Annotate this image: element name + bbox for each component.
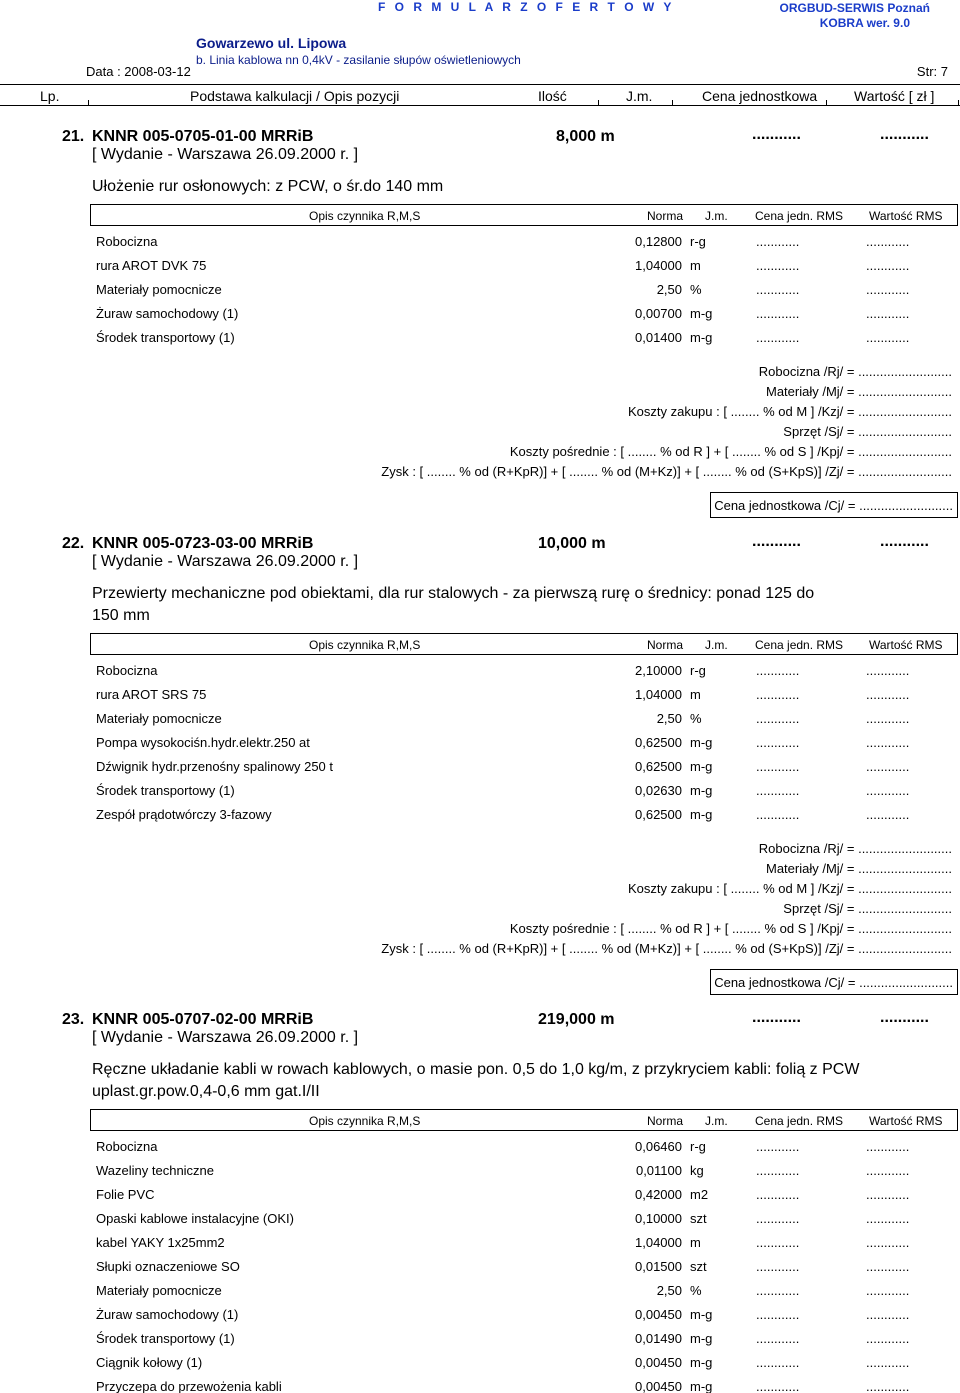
resource-norm: 0,01500 — [635, 1259, 682, 1274]
resource-price-dots: ............ — [756, 1139, 800, 1154]
resource-name: Ciągnik kołowy (1) — [96, 1355, 203, 1370]
col-unit: J.m. — [626, 88, 653, 104]
resource-price-dots: ............ — [756, 306, 800, 321]
resource-unit: r-g — [690, 663, 706, 678]
position-unit-price-dots: ........... — [752, 126, 801, 143]
resource-norm: 0,01400 — [635, 330, 682, 345]
resource-row — [0, 1209, 960, 1229]
resource-name: Folie PVC — [96, 1187, 155, 1202]
column-header-bar — [0, 84, 960, 106]
resource-header-price: Cena jedn. RMS — [755, 638, 844, 652]
resource-norm: 0,12800 — [635, 234, 682, 249]
resource-name: Pompa wysokociśn.hydr.elektr.250 at — [96, 735, 310, 750]
resource-price-dots: ............ — [756, 711, 800, 726]
resource-norm: 2,50 — [656, 711, 682, 726]
col-value: Wartość [ zł ] — [854, 88, 935, 104]
resource-header-factor: Opis czynnika R,M,S — [309, 209, 421, 223]
position-unit-price-dots: ........... — [752, 1009, 801, 1026]
resource-value-dots: ............ — [866, 282, 910, 297]
resource-table-header — [90, 633, 958, 655]
position-code: KNNR 005-0707-02-00 MRRiB — [92, 1011, 314, 1028]
resource-unit: m-g — [690, 1307, 713, 1322]
resource-norm: 0,01100 — [635, 1163, 682, 1178]
resource-value-dots: ............ — [866, 1235, 910, 1250]
resource-row — [0, 781, 960, 801]
unit-price-total: Cena jednostkowa /Cj/ = .......................... — [710, 492, 958, 518]
resource-value-dots: ............ — [866, 1139, 910, 1154]
summary-line: Koszty zakupu : [ ........ % od M ] /Kzj/ = .......................... — [627, 881, 952, 896]
resource-header-value: Wartość RMS — [869, 209, 943, 223]
resource-norm: 0,06460 — [635, 1139, 682, 1154]
resource-norm: 2,10000 — [635, 663, 682, 678]
resource-value-dots: ............ — [866, 234, 910, 249]
resource-table-header — [90, 204, 958, 226]
resource-value-dots: ............ — [866, 807, 910, 822]
resource-row — [0, 1377, 960, 1393]
resource-value-dots: ............ — [866, 1259, 910, 1274]
resource-norm: 0,00700 — [635, 306, 682, 321]
resource-unit: m-g — [690, 783, 713, 798]
resource-header-factor: Opis czynnika R,M,S — [309, 638, 421, 652]
position-number: 23. — [62, 1011, 85, 1028]
resource-name: rura AROT DVK 75 — [96, 258, 207, 273]
resource-name: Przyczepa do przewożenia kabli — [96, 1379, 282, 1393]
resource-row — [0, 232, 960, 252]
resource-header-norm: Norma — [647, 638, 684, 652]
position-description-line2: uplast.gr.pow.0,4-0,6 mm gat.I/II — [92, 1083, 320, 1100]
summary-line: Robocizna /Rj/ = .......................... — [758, 841, 952, 856]
resource-unit: kg — [690, 1163, 704, 1178]
resource-unit: m-g — [690, 735, 713, 750]
position-number: 22. — [62, 535, 85, 552]
unit-price-total: Cena jednostkowa /Cj/ = .......................... — [710, 969, 958, 995]
resource-norm: 0,62500 — [635, 735, 682, 750]
resource-value-dots: ............ — [866, 1163, 910, 1178]
resource-row — [0, 1281, 960, 1301]
resource-value-dots: ............ — [866, 663, 910, 678]
resource-unit: m-g — [690, 1379, 713, 1393]
resource-price-dots: ............ — [756, 807, 800, 822]
resource-price-dots: ............ — [756, 258, 800, 273]
resource-value-dots: ............ — [866, 783, 910, 798]
resource-price-dots: ............ — [756, 1187, 800, 1202]
resource-price-dots: ............ — [756, 330, 800, 345]
position-code: KNNR 005-0705-01-00 MRRiB — [92, 128, 314, 145]
summary-line: Zysk : [ ........ % od (R+KpR)] + [ ........ % od (M+Kz)] + [ ........ % od (S+KpS)] /Zj/ = .......................... — [381, 941, 952, 956]
resource-price-dots: ............ — [756, 687, 800, 702]
resource-value-dots: ............ — [866, 711, 910, 726]
resource-value-dots: ............ — [866, 1331, 910, 1346]
resource-norm: 2,50 — [656, 282, 682, 297]
summary-line: Koszty zakupu : [ ........ % od M ] /Kzj/ = .......................... — [627, 404, 952, 419]
resource-norm: 0,00450 — [635, 1307, 682, 1322]
resource-name: Środek transportowy (1) — [96, 1331, 235, 1346]
resource-name: Materiały pomocnicze — [96, 282, 222, 297]
resource-unit: % — [690, 711, 702, 726]
resource-price-dots: ............ — [756, 759, 800, 774]
subproject-name: b. Linia kablowa nn 0,4kV - zasilanie słupów oświetleniowych — [196, 53, 521, 67]
resource-name: kabel YAKY 1x25mm2 — [96, 1235, 225, 1250]
resource-name: Robocizna — [96, 663, 158, 678]
resource-value-dots: ............ — [866, 1283, 910, 1298]
resource-norm: 2,50 — [656, 1283, 682, 1298]
resource-row — [0, 1233, 960, 1253]
position-value-dots: ........... — [880, 1009, 929, 1026]
page-number: Str: 7 — [916, 64, 948, 79]
position-description: Przewierty mechaniczne pod obiektami, dla rur stalowych - za pierwszą rurę o średnicy: ponad 125 do — [92, 585, 815, 602]
position-edition: [ Wydanie - Warszawa 26.09.2000 r. ] — [92, 553, 359, 570]
summary-line: Materiały /Mj/ = .......................... — [765, 384, 952, 399]
col-qty: Ilość — [538, 88, 567, 104]
col-unit-price: Cena jednostkowa — [702, 88, 818, 104]
resource-name: Materiały pomocnicze — [96, 711, 222, 726]
resource-name: Robocizna — [96, 1139, 158, 1154]
resource-row — [0, 1305, 960, 1325]
col-lp: Lp. — [40, 88, 60, 104]
resource-header-norm: Norma — [647, 209, 684, 223]
resource-value-dots: ............ — [866, 306, 910, 321]
resource-row — [0, 280, 960, 300]
resource-unit: m2 — [690, 1187, 709, 1202]
resource-norm: 0,62500 — [635, 807, 682, 822]
resource-norm: 0,62500 — [635, 759, 682, 774]
position-description: Ułożenie rur osłonowych: z PCW, o śr.do 140 mm — [92, 178, 444, 195]
resource-unit: szt — [690, 1211, 707, 1226]
resource-unit: % — [690, 1283, 702, 1298]
resource-name: Wazeliny techniczne — [96, 1163, 215, 1178]
resource-row — [0, 661, 960, 681]
resource-value-dots: ............ — [866, 687, 910, 702]
resource-price-dots: ............ — [756, 1283, 800, 1298]
resource-unit: m-g — [690, 330, 713, 345]
summary-line: Koszty pośrednie : [ ........ % od R ] + [ ........ % od S ] /Kpj/ = .......................... — [509, 921, 952, 936]
resource-row — [0, 328, 960, 348]
resource-row — [0, 1137, 960, 1157]
resource-price-dots: ............ — [756, 282, 800, 297]
resource-unit: m-g — [690, 1331, 713, 1346]
resource-row — [0, 685, 960, 705]
position-unit-price-dots: ........... — [752, 533, 801, 550]
resource-value-dots: ............ — [866, 759, 910, 774]
resource-unit: m-g — [690, 759, 713, 774]
position-description: Ręczne układanie kabli w rowach kablowych, o masie pon. 0,5 do 1,0 kg/m, z przykryciem kabli: folią z PCW — [92, 1061, 860, 1078]
position-quantity: 219,000 m — [538, 1011, 615, 1028]
resource-name: rura AROT SRS 75 — [96, 687, 207, 702]
position-value-dots: ........... — [880, 533, 929, 550]
resource-table-header — [90, 1109, 958, 1131]
resource-value-dots: ............ — [866, 1211, 910, 1226]
resource-norm: 1,04000 — [635, 1235, 682, 1250]
project-name: Gowarzewo ul. Lipowa — [196, 35, 347, 51]
company-name: ORGBUD-SERWIS Poznań — [779, 1, 930, 15]
resource-row — [0, 1161, 960, 1181]
resource-unit: szt — [690, 1259, 707, 1274]
resource-row — [0, 304, 960, 324]
resource-price-dots: ............ — [756, 1163, 800, 1178]
resource-unit: m — [690, 1235, 701, 1250]
col-basis: Podstawa kalkulacji / Opis pozycji — [190, 88, 400, 104]
resource-header-norm: Norma — [647, 1114, 684, 1128]
resource-value-dots: ............ — [866, 1187, 910, 1202]
resource-norm: 0,42000 — [635, 1187, 682, 1202]
resource-norm: 0,10000 — [635, 1211, 682, 1226]
position-number: 21. — [62, 128, 85, 145]
summary-line: Sprzęt /Sj/ = .......................... — [783, 424, 952, 439]
resource-unit: m-g — [690, 807, 713, 822]
resource-value-dots: ............ — [866, 1355, 910, 1370]
resource-norm: 0,02630 — [635, 783, 682, 798]
summary-line: Koszty pośrednie : [ ........ % od R ] + [ ........ % od S ] /Kpj/ = .......................... — [509, 444, 952, 459]
summary-line: Zysk : [ ........ % od (R+KpR)] + [ ........ % od (M+Kz)] + [ ........ % od (S+KpS)] /Zj/ = .......................... — [381, 464, 952, 479]
resource-name: Słupki oznaczeniowe SO — [96, 1259, 240, 1274]
resource-header-unit: J.m. — [705, 638, 728, 652]
resource-row — [0, 256, 960, 276]
resource-unit: m-g — [690, 306, 713, 321]
resource-value-dots: ............ — [866, 735, 910, 750]
resource-price-dots: ............ — [756, 1355, 800, 1370]
resource-header-value: Wartość RMS — [869, 638, 943, 652]
resource-price-dots: ............ — [756, 234, 800, 249]
resource-name: Żuraw samochodowy (1) — [96, 1307, 239, 1322]
resource-name: Żuraw samochodowy (1) — [96, 306, 239, 321]
resource-header-price: Cena jedn. RMS — [755, 1114, 844, 1128]
resource-price-dots: ............ — [756, 1259, 800, 1274]
resource-row — [0, 709, 960, 729]
resource-unit: m-g — [690, 1355, 713, 1370]
document-date: Data : 2008-03-12 — [86, 64, 191, 79]
resource-name: Zespół prądotwórczy 3-fazowy — [96, 807, 272, 822]
resource-row — [0, 1329, 960, 1349]
position-code: KNNR 005-0723-03-00 MRRiB — [92, 535, 314, 552]
position-quantity: 10,000 m — [538, 535, 606, 552]
resource-norm: 0,00450 — [635, 1379, 682, 1393]
resource-value-dots: ............ — [866, 258, 910, 273]
resource-name: Robocizna — [96, 234, 158, 249]
resource-price-dots: ............ — [756, 1379, 800, 1393]
resource-row — [0, 805, 960, 825]
resource-header-factor: Opis czynnika R,M,S — [309, 1114, 421, 1128]
resource-name: Środek transportowy (1) — [96, 330, 235, 345]
resource-row — [0, 1257, 960, 1277]
program-version: KOBRA wer. 9.0 — [819, 16, 910, 30]
resource-header-price: Cena jedn. RMS — [755, 209, 844, 223]
summary-line: Materiały /Mj/ = .......................... — [765, 861, 952, 876]
resource-unit: m — [690, 687, 701, 702]
resource-price-dots: ............ — [756, 1235, 800, 1250]
resource-row — [0, 733, 960, 753]
resource-unit: % — [690, 282, 702, 297]
resource-value-dots: ............ — [866, 330, 910, 345]
resource-name: Opaski kablowe instalacyjne (OKI) — [96, 1211, 294, 1226]
resource-name: Środek transportowy (1) — [96, 783, 235, 798]
resource-price-dots: ............ — [756, 663, 800, 678]
resource-row — [0, 1185, 960, 1205]
resource-price-dots: ............ — [756, 783, 800, 798]
summary-line: Robocizna /Rj/ = .......................... — [758, 364, 952, 379]
summary-line: Sprzęt /Sj/ = .......................... — [783, 901, 952, 916]
resource-norm: 0,01490 — [635, 1331, 682, 1346]
resource-norm: 1,04000 — [635, 258, 682, 273]
resource-price-dots: ............ — [756, 1331, 800, 1346]
resource-norm: 1,04000 — [635, 687, 682, 702]
resource-unit: r-g — [690, 1139, 706, 1154]
position-value-dots: ........... — [880, 126, 929, 143]
position-quantity: 8,000 m — [556, 128, 615, 145]
resource-price-dots: ............ — [756, 1307, 800, 1322]
resource-row — [0, 1353, 960, 1373]
resource-name: Materiały pomocnicze — [96, 1283, 222, 1298]
resource-unit: r-g — [690, 234, 706, 249]
resource-row — [0, 757, 960, 777]
resource-header-value: Wartość RMS — [869, 1114, 943, 1128]
resource-norm: 0,00450 — [635, 1355, 682, 1370]
resource-price-dots: ............ — [756, 1211, 800, 1226]
position-edition: [ Wydanie - Warszawa 26.09.2000 r. ] — [92, 146, 359, 163]
form-title: F O R M U L A R Z O F E R T O W Y — [378, 0, 675, 14]
resource-header-unit: J.m. — [705, 209, 728, 223]
position-description-line2: 150 mm — [92, 607, 150, 624]
resource-unit: m — [690, 258, 701, 273]
resource-name: Dźwignik hydr.przenośny spalinowy 250 t — [96, 759, 334, 774]
resource-value-dots: ............ — [866, 1307, 910, 1322]
resource-value-dots: ............ — [866, 1379, 910, 1393]
position-edition: [ Wydanie - Warszawa 26.09.2000 r. ] — [92, 1029, 359, 1046]
resource-price-dots: ............ — [756, 735, 800, 750]
resource-header-unit: J.m. — [705, 1114, 728, 1128]
